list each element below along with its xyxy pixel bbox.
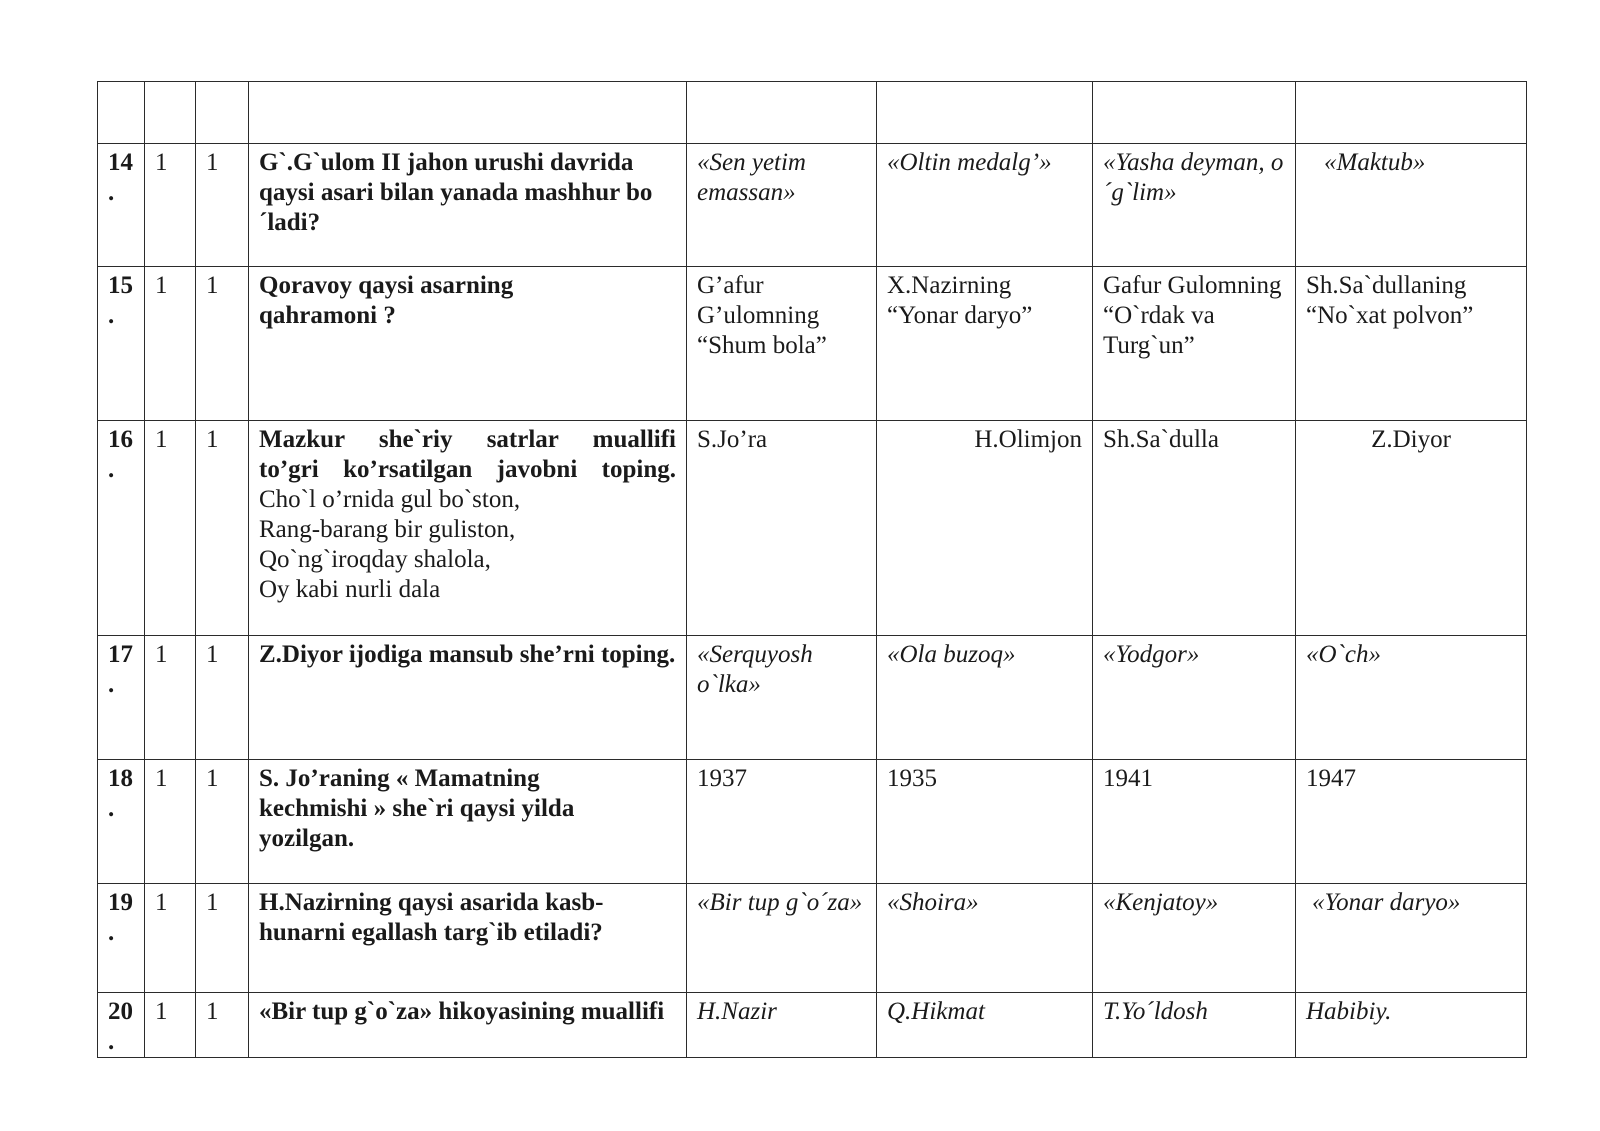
poem-line: Cho`l o’rnida gul bo`ston,	[259, 486, 521, 513]
cell-empty	[196, 82, 249, 144]
cell-score: 1	[196, 144, 249, 267]
question-line: Mazkur she`riy satrlar muallifi	[259, 426, 676, 453]
cell-score: 1	[196, 421, 249, 636]
cell-empty	[687, 82, 877, 144]
question-text: G`.G`ulom II jahon urushi davrida qaysi asari bilan yanada mashhur bo ´ladi?	[249, 144, 687, 267]
question-number: 17.	[98, 636, 145, 760]
answer-d: Z.Diyor	[1296, 421, 1527, 636]
answer-c: T.Yo´ldosh	[1093, 993, 1296, 1058]
answer-d: Sh.Sa`dullaning “No`xat polvon”	[1296, 267, 1527, 421]
question-number: 15.	[98, 267, 145, 421]
answer-a: G’afur G’ulomning “Shum bola”	[687, 267, 877, 421]
question-text	[249, 421, 687, 636]
answer-d: «O`ch»	[1296, 636, 1527, 760]
answer-a: S.Jo’ra	[687, 421, 877, 636]
cell-level: 1	[145, 636, 196, 760]
question-text: S. Jo’raning « Mamatning kechmishi » she`ri qaysi yilda yozilgan.	[249, 760, 687, 884]
answer-c: Sh.Sa`dulla	[1093, 421, 1296, 636]
question-number: 20.	[98, 993, 145, 1058]
table-row	[98, 421, 1527, 636]
answer-b: «Oltin medalg’»	[877, 144, 1093, 267]
answer-c: «Yasha deyman, o´g`lim»	[1093, 144, 1296, 267]
poem-line: Qo`ng`iroqday shalola,	[259, 546, 491, 573]
table-row	[98, 760, 1527, 884]
answer-b: 1935	[877, 760, 1093, 884]
table-row	[98, 884, 1527, 993]
cell-level: 1	[145, 421, 196, 636]
question-text: Qoravoy qaysi asarning qahramoni ?	[249, 267, 687, 421]
answer-d: 1947	[1296, 760, 1527, 884]
answer-b: «Ola buzoq»	[877, 636, 1093, 760]
answer-b: «Shoira»	[877, 884, 1093, 993]
answer-d: «Maktub»	[1296, 144, 1527, 267]
cell-level: 1	[145, 144, 196, 267]
answer-d: Habibiy.	[1296, 993, 1527, 1058]
cell-level: 1	[145, 760, 196, 884]
answer-a: «Sen yetim emassan»	[687, 144, 877, 267]
poem-line: Rang-barang bir guliston,	[259, 516, 516, 543]
table-row	[98, 144, 1527, 267]
question-number: 18.	[98, 760, 145, 884]
cell-level: 1	[145, 884, 196, 993]
question-table	[97, 81, 1527, 1058]
answer-c: «Kenjatoy»	[1093, 884, 1296, 993]
table-row	[98, 993, 1527, 1058]
question-text: H.Nazirning qaysi asarida kasb-hunarni egallash targ`ib etiladi?	[249, 884, 687, 993]
answer-a: 1937	[687, 760, 877, 884]
table-row-empty	[98, 82, 1527, 144]
cell-score: 1	[196, 267, 249, 421]
answer-a: H.Nazir	[687, 993, 877, 1058]
cell-score: 1	[196, 884, 249, 993]
cell-score: 1	[196, 636, 249, 760]
question-text: «Bir tup g`o`za» hikoyasining muallifi	[249, 993, 687, 1058]
poem-line: Oy kabi nurli dala	[259, 576, 441, 603]
cell-level: 1	[145, 993, 196, 1058]
table-row	[98, 636, 1527, 760]
cell-score: 1	[196, 760, 249, 884]
table-row	[98, 267, 1527, 421]
cell-empty	[877, 82, 1093, 144]
answer-a: «Serquyosh o`lka»	[687, 636, 877, 760]
answer-c: 1941	[1093, 760, 1296, 884]
question-text: Z.Diyor ijodiga mansub she’rni toping.	[249, 636, 687, 760]
question-number: 14.	[98, 144, 145, 267]
question-line: to’gri ko’rsatilgan javobni toping.	[259, 456, 676, 483]
cell-empty	[1296, 82, 1527, 144]
cell-empty	[98, 82, 145, 144]
answer-a: «Bir tup g`o´za»	[687, 884, 877, 993]
answer-b: H.Olimjon	[877, 421, 1093, 636]
answer-c: «Yodgor»	[1093, 636, 1296, 760]
cell-empty	[1093, 82, 1296, 144]
question-number: 16.	[98, 421, 145, 636]
cell-level: 1	[145, 267, 196, 421]
answer-c: Gafur Gulomning “O`rdak va Turg`un”	[1093, 267, 1296, 421]
answer-b: X.Nazirning “Yonar daryo”	[877, 267, 1093, 421]
answer-d: «Yonar daryo»	[1296, 884, 1527, 993]
cell-empty	[249, 82, 687, 144]
question-number: 19.	[98, 884, 145, 993]
cell-empty	[145, 82, 196, 144]
cell-score: 1	[196, 993, 249, 1058]
answer-b: Q.Hikmat	[877, 993, 1093, 1058]
